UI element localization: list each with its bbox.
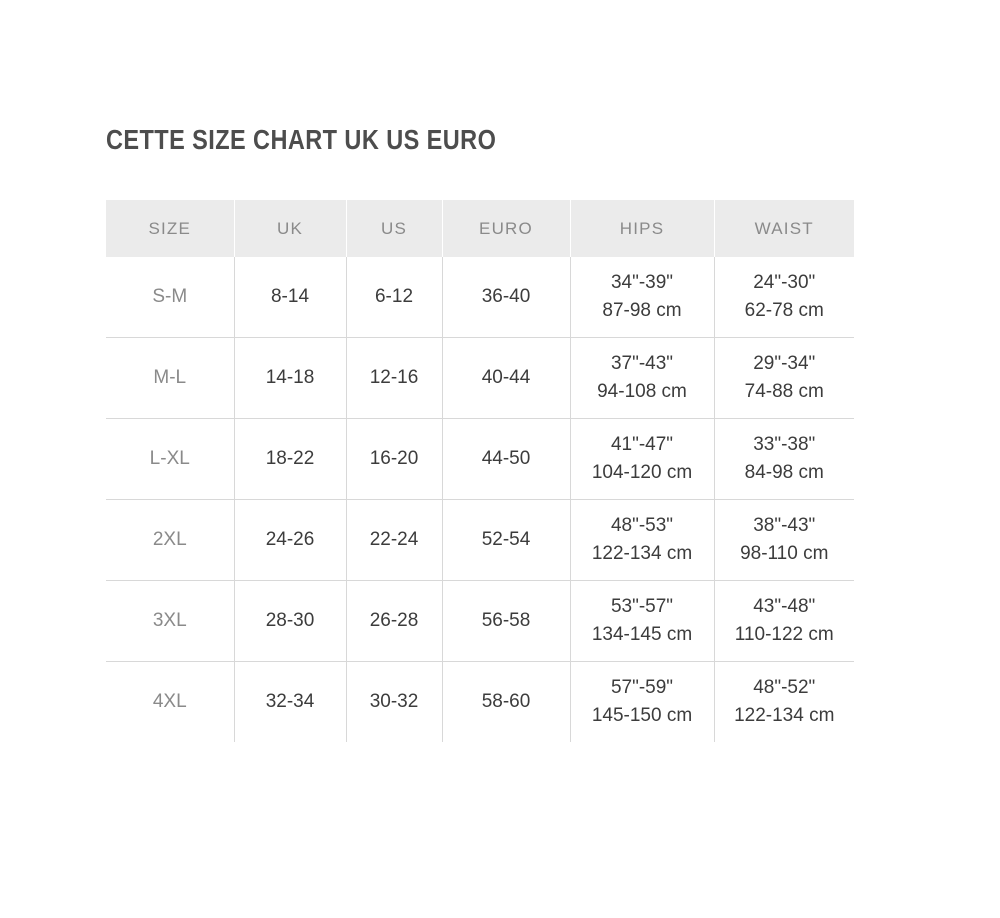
cell-waist-inches: 33"-38": [753, 434, 816, 456]
cell-hips: [570, 500, 714, 581]
cell-size: M-L: [106, 338, 234, 419]
cell-hips: [570, 581, 714, 662]
column-header-euro: EURO: [442, 200, 570, 257]
cell-hips-inches: 53"-57": [610, 596, 674, 618]
cell-size: 2XL: [106, 500, 234, 581]
cell-us: 12-16: [346, 338, 442, 419]
cell-euro: 40-44: [442, 338, 570, 419]
cell-waist-cm: 110-122 cm: [734, 624, 834, 645]
table-row: [106, 338, 854, 419]
column-header-waist: WAIST: [714, 200, 854, 257]
cell-hips-cm: 87-98 cm: [602, 300, 682, 321]
cell-waist: [714, 662, 854, 743]
cell-uk: 28-30: [234, 581, 346, 662]
table-row: [106, 500, 854, 581]
cell-us: 16-20: [346, 419, 442, 500]
cell-waist-inches: 38"-43": [753, 515, 816, 537]
cell-hips-inches: 34"-39": [610, 272, 674, 294]
column-header-hips: HIPS: [570, 200, 714, 257]
cell-uk: 14-18: [234, 338, 346, 419]
table-row: [106, 257, 854, 338]
cell-euro: 58-60: [442, 662, 570, 743]
cell-waist: [714, 581, 854, 662]
cell-euro: 52-54: [442, 500, 570, 581]
cell-uk: 8-14: [234, 257, 346, 338]
cell-waist-inches: 43"-48": [753, 596, 816, 618]
cell-waist-cm: 122-134 cm: [734, 705, 835, 726]
cell-waist-cm: 62-78 cm: [744, 300, 824, 321]
cell-hips: [570, 419, 714, 500]
cell-hips-inches: 41"-47": [610, 434, 674, 456]
cell-size: L-XL: [106, 419, 234, 500]
cell-waist: [714, 338, 854, 419]
cell-hips-cm: 94-108 cm: [597, 381, 687, 402]
table-header-row: [106, 200, 854, 257]
table-header: [106, 200, 854, 257]
cell-waist-cm: 98-110 cm: [740, 543, 829, 564]
cell-waist-inches: 29"-34": [753, 353, 816, 375]
column-header-size: SIZE: [106, 200, 234, 257]
cell-uk: 24-26: [234, 500, 346, 581]
cell-hips-cm: 104-120 cm: [591, 462, 693, 483]
cell-waist-inches: 48"-52": [753, 677, 816, 699]
column-header-uk: UK: [234, 200, 346, 257]
cell-us: 30-32: [346, 662, 442, 743]
cell-us: 22-24: [346, 500, 442, 581]
cell-size: 4XL: [106, 662, 234, 743]
cell-us: 6-12: [346, 257, 442, 338]
cell-waist-inches: 24"-30": [753, 272, 816, 294]
cell-waist-cm: 74-88 cm: [744, 381, 824, 402]
cell-hips-cm: 134-145 cm: [591, 624, 693, 645]
cell-waist: [714, 419, 854, 500]
table-row: [106, 419, 854, 500]
page-title: CETTE SIZE CHART UK US EURO: [106, 124, 497, 155]
cell-waist-cm: 84-98 cm: [744, 462, 824, 483]
cell-euro: 56-58: [442, 581, 570, 662]
cell-hips-inches: 37"-43": [610, 353, 674, 375]
cell-waist: [714, 500, 854, 581]
column-header-us: US: [346, 200, 442, 257]
size-chart-table: [106, 200, 854, 742]
cell-hips-inches: 57"-59": [610, 677, 674, 699]
cell-waist: [714, 257, 854, 338]
cell-uk: 18-22: [234, 419, 346, 500]
cell-size: S-M: [106, 257, 234, 338]
table-row: [106, 581, 854, 662]
cell-us: 26-28: [346, 581, 442, 662]
cell-hips-cm: 122-134 cm: [591, 543, 693, 564]
cell-size: 3XL: [106, 581, 234, 662]
cell-hips: [570, 338, 714, 419]
cell-hips: [570, 257, 714, 338]
cell-uk: 32-34: [234, 662, 346, 743]
cell-hips-cm: 145-150 cm: [591, 705, 693, 726]
cell-euro: 36-40: [442, 257, 570, 338]
cell-hips-inches: 48"-53": [610, 515, 674, 537]
table-row: [106, 662, 854, 743]
cell-hips: [570, 662, 714, 743]
table-body: [106, 257, 854, 742]
cell-euro: 44-50: [442, 419, 570, 500]
